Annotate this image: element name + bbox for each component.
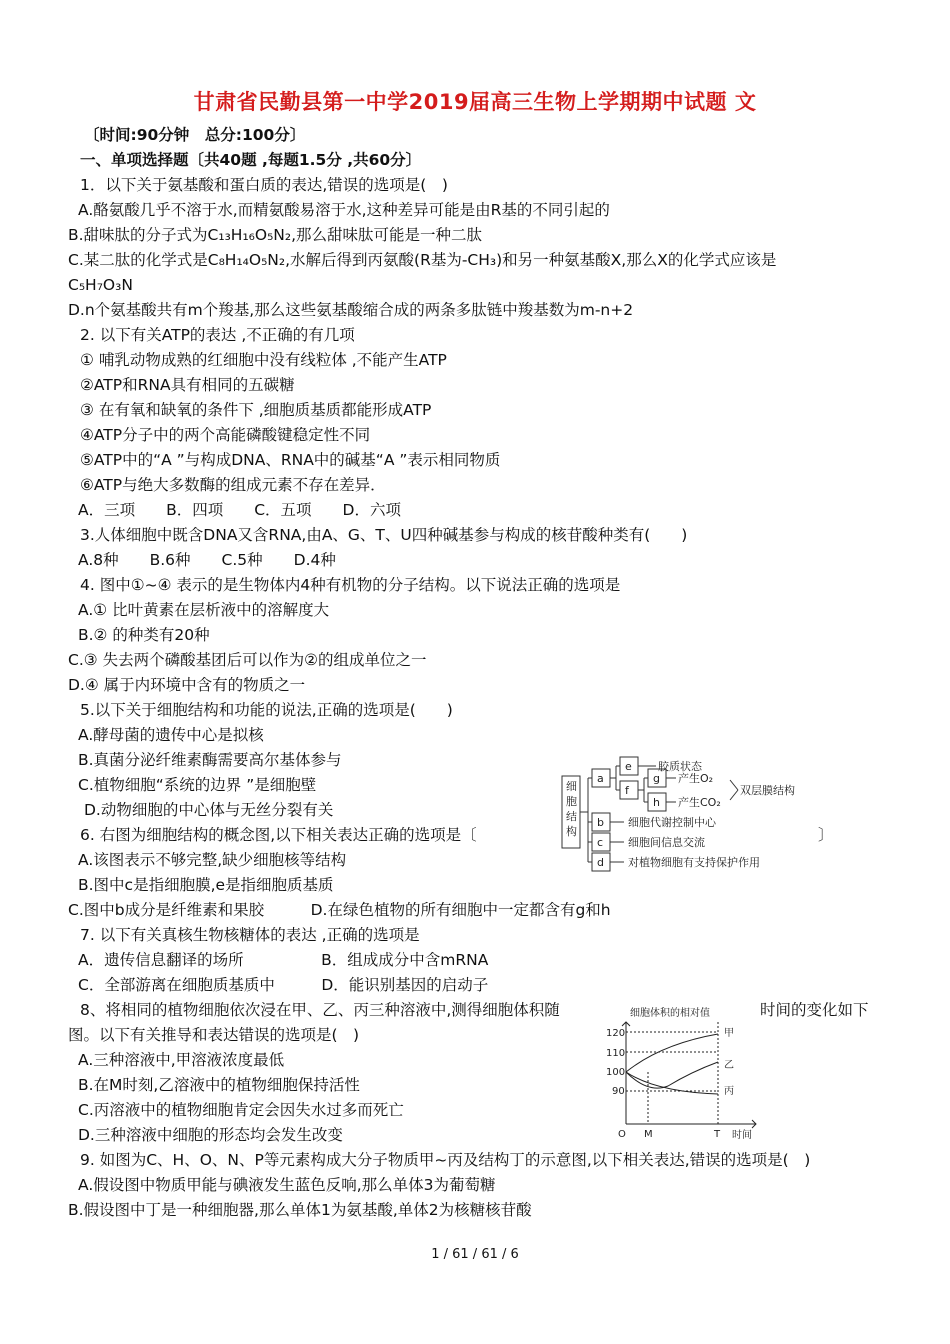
q2-item-5: ⑤ATP中的“A ”与构成DNA、RNA中的碱基“A ”表示相同物质: [80, 451, 501, 469]
xtick-m: M: [644, 1129, 653, 1140]
root-label-1: 细: [566, 780, 577, 793]
q5-option-a: A.酵母菌的遗传中心是拟核: [78, 726, 264, 744]
q2-options: A．三项 B．四项 C．五项 D．六项: [78, 501, 401, 519]
xtick-o: O: [618, 1129, 626, 1140]
label-d: 对植物细胞有支持保护作用: [628, 856, 760, 869]
question-6: 6. 右图为细胞结构的概念图,以下相关表达正确的选项是〔: [80, 826, 477, 844]
question-8-cont: 时间的变化如下: [760, 1001, 869, 1019]
cell-structure-concept-map: [558, 754, 818, 880]
q8-option-c: C.丙溶液中的植物细胞肯定会因失水过多而死亡: [78, 1101, 404, 1119]
node-a: a: [597, 772, 604, 785]
chart-ylabel: 细胞体积的相对值: [630, 1008, 710, 1019]
root-label-3: 结: [566, 810, 577, 823]
question-9: 9. 如图为C、H、O、N、P等元素构成大分子物质甲~丙及结构丁的示意图,以下相关表达,错误的选项是( ): [80, 1151, 811, 1169]
series-jia-label: 甲: [724, 1028, 734, 1039]
node-b: b: [597, 816, 604, 829]
document-title: 甘肃省民勤县第一中学2019届高三生物上学期期中试题 文: [193, 90, 757, 114]
xtick-t: T: [714, 1129, 721, 1140]
question-1: 1．以下关于氨基酸和蛋白质的表达,错误的选项是( ): [80, 176, 448, 194]
node-c: c: [597, 836, 604, 849]
node-f-box: [620, 781, 638, 799]
q1-option-c-cont: C₅H₇O₃N: [68, 276, 133, 294]
root-label-2: 胞: [566, 795, 577, 808]
cell-volume-chart: [606, 1002, 764, 1144]
node-f: f: [625, 784, 629, 797]
question-7: 7. 以下有关真核生物核糖体的表达 ,正确的选项是: [80, 926, 420, 944]
ytick-120: 120: [606, 1028, 626, 1039]
label-gh: 双层膜结构: [740, 784, 795, 797]
q6-option-b: B.图中c是指细胞膜,e是指细胞质基质: [78, 876, 334, 894]
question-5: 5.以下关于细胞结构和功能的说法,正确的选项是( ): [80, 701, 453, 719]
q6-option-cd: C.图中b成分是纤维素和果胶 D.在绿色植物的所有细胞中一定都含有g和h: [68, 901, 611, 919]
q5-option-d: D.动物细胞的中心体与无丝分裂有关: [84, 801, 334, 819]
q6-bracket: 〕: [818, 826, 834, 844]
q4-option-b: B.② 的种类有20种: [78, 626, 210, 644]
q1-option-b: B.甜味肽的分子式为C₁₃H₁₆O₅N₂,那么甜味肽可能是一种二肽: [68, 226, 483, 244]
question-8: 8、将相同的植物细胞依次浸在甲、乙、丙三种溶液中,测得细胞体积随: [80, 1001, 560, 1019]
q4-option-a: A.① 比叶黄素在层析液中的溶解度大: [78, 601, 330, 619]
exam-info: 〔时间:90分钟 总分:100分〕: [84, 126, 306, 144]
q4-option-c: C.③ 失去两个磷酸基团后可以作为②的组成单位之一: [68, 651, 427, 669]
question-2: 2. 以下有关ATP的表达 ,不正确的有几项: [80, 326, 355, 344]
ytick-100: 100: [606, 1067, 626, 1078]
q2-item-1: ① 哺乳动物成熟的红细胞中没有线粒体 ,不能产生ATP: [80, 351, 447, 369]
q1-option-c: C.某二肽的化学式是C₈H₁₄O₅N₂,水解后得到丙氨酸(R基为-CH₃)和另一种氨基酸X,那么X的化学式应该是: [68, 251, 777, 269]
series-jia-line: [626, 1034, 718, 1072]
q8-option-d: D.三种溶液中细胞的形态均会发生改变: [78, 1126, 343, 1144]
q7-options-cd: C．全部游离在细胞质基质中 D．能识别基因的启动子: [78, 976, 489, 994]
q3-options: A.8种 B.6种 C.5种 D.4种: [78, 551, 336, 569]
node-e: e: [625, 760, 632, 773]
q2-item-6: ⑥ATP与绝大多数酶的组成元素不存在差异．: [80, 476, 386, 494]
q6-option-a: A.该图表示不够完整,缺少细胞核等结构: [78, 851, 347, 869]
node-h: h: [653, 796, 660, 809]
q1-option-a: A.酪氨酸几乎不溶于水,而精氨酸易溶于水,这种差异可能是由R基的不同引起的: [78, 201, 610, 219]
ytick-110: 110: [606, 1048, 626, 1059]
node-g: g: [653, 772, 660, 785]
q2-item-2: ②ATP和RNA具有相同的五碳糖: [80, 376, 295, 394]
series-yi-line: [626, 1062, 718, 1088]
question-4: 4. 图中①~④ 表示的是生物体内4种有机物的分子结构。以下说法正确的选项是: [80, 576, 621, 594]
label-h: 产生CO₂: [678, 796, 721, 809]
node-d: d: [597, 856, 604, 869]
series-yi-label: 乙: [724, 1060, 734, 1071]
chart-xlabel: 时间: [732, 1130, 752, 1141]
section-heading: 一、单项选择题〔共40题 ,每题1.5分 ,共60分〕: [80, 151, 422, 169]
label-e: 胶质状态: [658, 760, 702, 773]
series-bing-label: 丙: [724, 1086, 734, 1097]
q2-item-3: ③ 在有氧和缺氧的条件下 ,细胞质基质都能形成ATP: [80, 401, 432, 419]
q2-item-4: ④ATP分子中的两个高能磷酸键稳定性不同: [80, 426, 371, 444]
q9-option-b: B.假设图中丁是一种细胞器,那么单体1为氨基酸,单体2为核糖核苷酸: [68, 1201, 532, 1219]
q5-option-c: C.植物细胞“系统的边界 ”是细胞壁: [78, 776, 317, 794]
q8-option-a: A.三种溶液中,甲溶液浓度最低: [78, 1051, 285, 1069]
label-c: 细胞间信息交流: [628, 836, 705, 849]
question-3: 3.人体细胞中既含DNA又含RNA,由A、G、T、U四种碱基参与构成的核苷酸种类有( ): [80, 526, 688, 544]
q5-option-b: B.真菌分泌纤维素酶需要高尔基体参与: [78, 751, 342, 769]
page-footer: 1 / 61 / 61 / 6: [431, 1247, 519, 1262]
q8-option-b: B.在M时刻,乙溶液中的植物细胞保持活性: [78, 1076, 360, 1094]
label-b: 细胞代谢控制中心: [628, 816, 716, 829]
q9-option-a: A.假设图中物质甲能与碘液发生蓝色反响,那么单体3为葡萄糖: [78, 1176, 496, 1194]
ytick-90: 90: [612, 1086, 625, 1097]
root-label-4: 构: [566, 825, 577, 838]
q7-options-ab: A．遗传信息翻译的场所 B．组成成分中含mRNA: [78, 951, 489, 969]
label-g: 产生O₂: [678, 772, 714, 785]
q1-option-d: D.n个氨基酸共有m个羧基,那么这些氨基酸缩合成的两条多肽链中羧基数为m-n+2: [68, 301, 634, 319]
q4-option-d: D.④ 属于内环境中含有的物质之一: [68, 676, 306, 694]
question-8-cont2: 图。以下有关推导和表达错误的选项是( ): [68, 1026, 360, 1044]
